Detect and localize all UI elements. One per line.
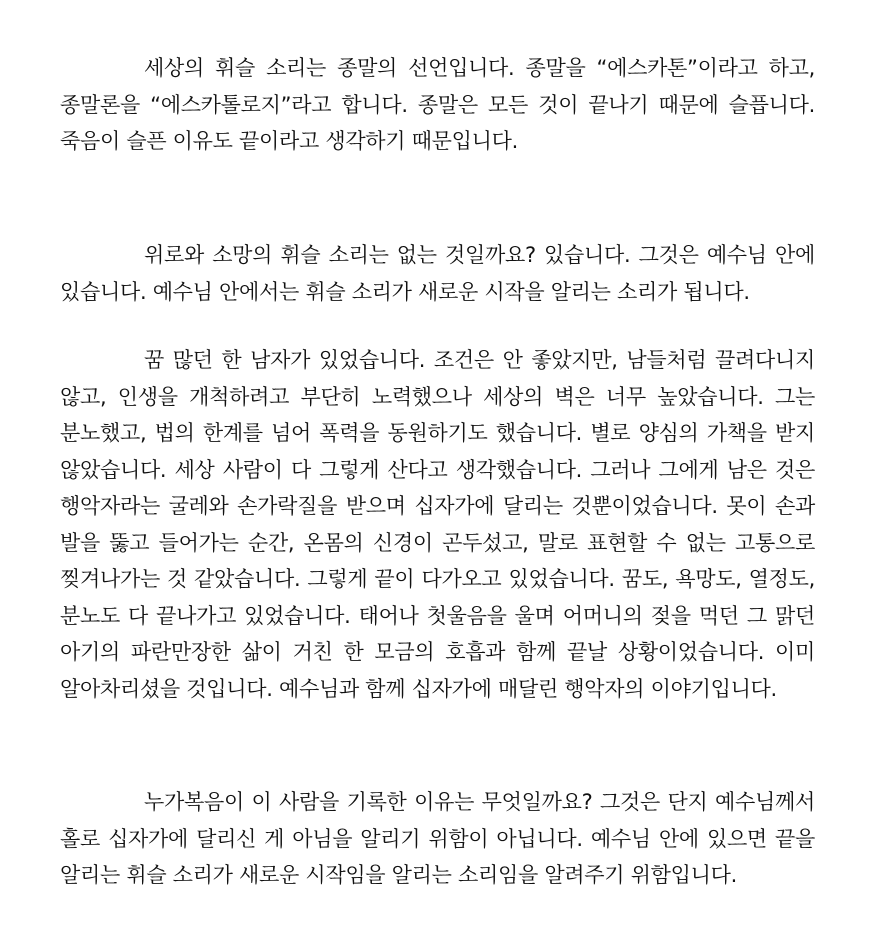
paragraph-1: 세상의 휘슬 소리는 종말의 선언입니다. 종말을 “에스카톤”이라고 하고, 종말론을 “에스카톨로지”라고 합니다. 종말은 모든 것이 끝나기 때문에 슬픕니다. 죽음이 슬픈 이유도 끝이라고 생각하기 때문입니다. bbox=[60, 56, 815, 153]
paragraph-3: 꿈 많던 한 남자가 있었습니다. 조건은 안 좋았지만, 남들처럼 끌려다니지 않고, 인생을 개척하려고 부단히 노력했으나 세상의 벽은 너무 높았습니다. 그는 분노했고, 법의 한계를 넘어 폭력을 동원하기도 했습니다. 별로 양심의 가책을 받지 않았습니다. 세상 사람이 다 그렇게 산다고 생각했습니다. 그러나 그에게 남은 것은 행악자라는 굴레와 손가락질을 받으며 십자가에 달리는 것뿐이었습니다. 못이 손과 발을 뚫고 들어가는 순간, 온몸의 신경이 곤두섰고, 말로 표현할 수 없는 고통으로 찢겨나가는 것 같았습니다. 그렇게 끝이 다가오고 있었습니다. 꿈도, 욕망도, 열정도, 분노도 다 끝나가고 있었습니다. 태어나 첫울음을 울며 어머니의 젖을 먹던 그 맑던 아기의 파란만장한 삶이 거친 한 모금의 호흡과 함께 끝날 상황이었습니다. 이미 알아차리셨을 것입니다. 예수님과 함께 십자가에 매달린 행악자의 이야기입니다. bbox=[60, 348, 815, 701]
paragraph-2: 위로와 소망의 휘슬 소리는 없는 것일까요? 있습니다. 그것은 예수님 안에 있습니다. 예수님 안에서는 휘슬 소리가 새로운 시작을 알리는 소리가 됩니다. bbox=[60, 243, 815, 304]
paragraph-4: 누가복음이 이 사람을 기록한 이유는 무엇일까요? 그것은 단지 예수님께서 홀로 십자가에 달리신 게 아님을 알리기 위함이 아닙니다. 예수님 안에 있으면 끝을 알리는 휘슬 소리가 새로운 시작임을 알리는 소리임을 알려주기 위함입니다. bbox=[60, 790, 815, 887]
